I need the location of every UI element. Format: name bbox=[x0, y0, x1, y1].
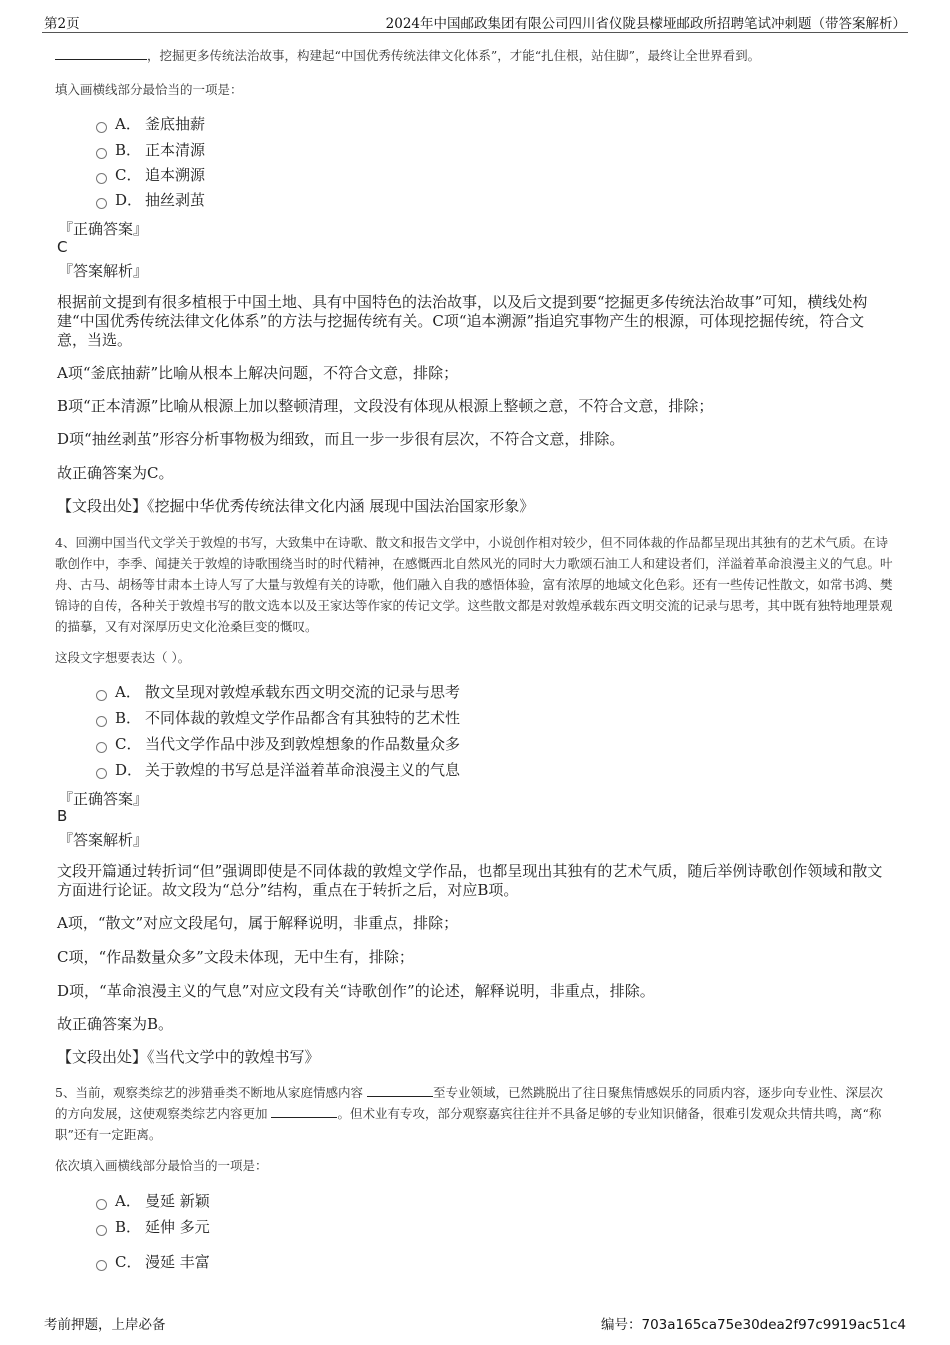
q4-analysis-main: 文段开篇通过转折词“但”强调即使是不同体裁的敦煌文学作品，也都呈现出其独有的艺术气质，随后举例诗歌创作领域和散文方面进行论证。故文段为“总分”结构，重点在于转折之后，对应B项。 bbox=[57, 862, 883, 899]
q4-answer: B bbox=[57, 807, 68, 825]
document-title: 2024年中国邮政集团有限公司四川省仪陇县檬垭邮政所招聘笔试冲刺题（带答案解析） bbox=[385, 16, 906, 32]
q4-analysis-d: D项，“革命浪漫主义的气息”对应文段有关“诗歌创作”的论述，解释说明，非重点，排除。 bbox=[57, 982, 655, 1000]
q3-option-b[interactable]: B． 正本清源 bbox=[96, 139, 205, 161]
q5-prompt: 依次填入画横线部分最恰当的一项是： bbox=[55, 1158, 268, 1173]
q4-option-a[interactable]: A． 散文呈现对敦煌承载东西文明交流的记录与思考 bbox=[96, 681, 460, 703]
header-divider bbox=[42, 32, 908, 33]
page-number: 第2页 bbox=[44, 16, 80, 32]
q3-option-c[interactable]: C． 追本溯源 bbox=[96, 164, 205, 186]
q3-analysis-b: B项“正本清源”比喻从根源上加以整顿清理，文段没有体现从根源上整顿之意，不符合文意，排除； bbox=[57, 397, 714, 415]
q3-option-a[interactable]: A． 釜底抽薪 bbox=[96, 113, 205, 135]
radio-icon[interactable] bbox=[96, 122, 107, 133]
q5-text: 5、当前，观察类综艺的涉猎垂类不断地从家庭情感内容 至专业领域，已然跳脱出了往日聚焦情感娱乐的同质内容，逐步向专业性、深层次的方向发展，这使观察类综艺内容更加 。但术业有专攻，部分观察嘉宾往往并不具备足够的专业知识储备，很难引发观众共情共鸣，离“称职”还有一定距离。 bbox=[55, 1085, 883, 1142]
q3-source: 【文段出处】《挖掘中华优秀传统法律文化内涵 展现中国法治国家形象》 bbox=[57, 497, 535, 515]
q3-prompt: 填入画横线部分最恰当的一项是： bbox=[55, 82, 243, 97]
q3-text: ，挖掘更多传统法治故事，构建起“中国优秀传统法律文化体系”，才能“扎住根，站住脚”，最终让全世界看到。 bbox=[55, 45, 760, 66]
radio-icon[interactable] bbox=[96, 1225, 107, 1236]
radio-icon[interactable] bbox=[96, 1199, 107, 1210]
q5-option-c[interactable]: C． 漫延 丰富 bbox=[96, 1251, 210, 1273]
q4-answer-label: 『正确答案』 bbox=[58, 790, 149, 808]
radio-icon[interactable] bbox=[96, 148, 107, 159]
q4-option-b[interactable]: B． 不同体裁的敦煌文学作品都含有其独特的艺术性 bbox=[96, 707, 460, 729]
q3-analysis-main: 根据前文提到有很多植根于中国土地、具有中国特色的法治故事，以及后文提到要“挖掘更多传统法治故事”可知，横线处构建“中国优秀传统法律文化体系”的方法与挖掘传统有关。C项“追本溯源”指追究事物产生的根源，可体现挖掘传统，符合文意，当选。 bbox=[57, 293, 868, 349]
radio-icon[interactable] bbox=[96, 690, 107, 701]
q4-option-d[interactable]: D． 关于敦煌的书写总是洋溢着革命浪漫主义的气息 bbox=[96, 759, 460, 781]
q4-conclusion: 故正确答案为B。 bbox=[57, 1015, 174, 1033]
q4-text: 4、回溯中国当代文学关于敦煌的书写，大致集中在诗歌、散文和报告文学中，小说创作相对较少，但不同体裁的作品都呈现出其独有的艺术气质。在诗歌创作中，李季、闻捷关于敦煌的诗歌围绕当时的时代精神，在感慨西北自然风光的同时大力歌颂石油工人和建设者们，洋溢着革命浪漫主义的气息。叶舟、古马、胡杨等甘肃本土诗人写了大量与敦煌有关的诗歌，他们融入自我的感悟体验，富有浓厚的地域文化色彩。还有一些传记性散文，如常书鸿、樊锦诗的自传，各种关于敦煌书写的散文选本以及王家达等作家的传记文学。这些散文都是对敦煌承载东西文明交流的记录与思考，其中既有独特地理景观的描摹，又有对深厚历史文化沧桑巨变的慨叹。 bbox=[55, 535, 893, 634]
q5-option-a[interactable]: A． 曼延 新颖 bbox=[96, 1190, 210, 1212]
q3-analysis-a: A项“釜底抽薪”比喻从根本上解决问题，不符合文意，排除； bbox=[57, 364, 459, 382]
radio-icon[interactable] bbox=[96, 1260, 107, 1271]
q3-conclusion: 故正确答案为C。 bbox=[57, 464, 174, 482]
q3-answer: C bbox=[57, 238, 68, 256]
q4-source: 【文段出处】《当代文学中的敦煌书写》 bbox=[57, 1048, 320, 1066]
fill-blank bbox=[271, 1104, 337, 1118]
q5-option-b[interactable]: B． 延伸 多元 bbox=[96, 1216, 210, 1238]
q3-option-d[interactable]: D． 抽丝剥茧 bbox=[96, 189, 205, 211]
footer-slogan: 考前押题，上岸必备 bbox=[44, 1317, 166, 1333]
fill-blank bbox=[367, 1083, 433, 1097]
radio-icon[interactable] bbox=[96, 768, 107, 779]
radio-icon[interactable] bbox=[96, 742, 107, 753]
radio-icon[interactable] bbox=[96, 198, 107, 209]
q4-analysis-c: C项，“作品数量众多”文段未体现，无中生有，排除； bbox=[57, 948, 414, 966]
q3-answer-label: 『正确答案』 bbox=[58, 220, 149, 238]
q3-analysis-d: D项“抽丝剥茧”形容分析事物极为细致，而且一步一步很有层次，不符合文意，排除。 bbox=[57, 430, 625, 448]
q4-analysis-a: A项，“散文”对应文段尾句，属于解释说明，非重点，排除； bbox=[57, 914, 459, 932]
radio-icon[interactable] bbox=[96, 716, 107, 727]
q4-analysis-label: 『答案解析』 bbox=[58, 831, 149, 849]
q4-option-c[interactable]: C． 当代文学作品中涉及到敦煌想象的作品数量众多 bbox=[96, 733, 460, 755]
q3-analysis-label: 『答案解析』 bbox=[58, 262, 149, 280]
document-code: 编号：703a165ca75e30dea2f97c9919ac51c4 bbox=[601, 1317, 906, 1333]
q4-prompt: 这段文字想要表达（ ）。 bbox=[55, 650, 191, 665]
radio-icon[interactable] bbox=[96, 173, 107, 184]
fill-blank bbox=[55, 46, 147, 60]
